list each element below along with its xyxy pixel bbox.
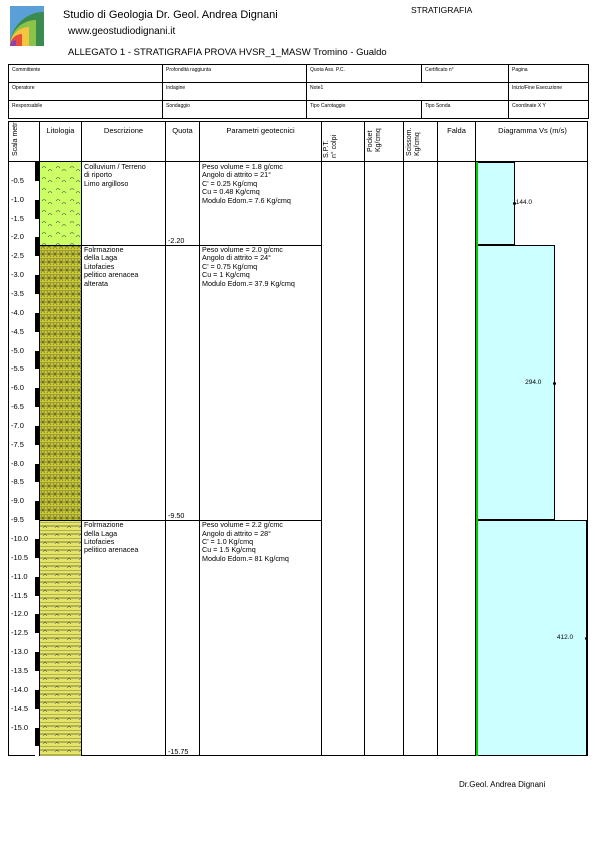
col-header-parametri: Parametri geotecnici <box>226 126 295 135</box>
parameter-line: C' = 0.75 Kg/cmq <box>202 261 258 271</box>
depth-tick: -14.0 <box>11 684 29 694</box>
info-row <box>9 65 589 83</box>
depth-tick: -4.5 <box>11 326 24 336</box>
quota-label: -15.75 <box>168 746 189 756</box>
document-type: STRATIGRAFIA <box>411 5 473 15</box>
info-cell-certificato: Certificato n° <box>422 65 509 83</box>
info-cell-sondaggio: Sondaggio <box>163 101 307 119</box>
scale-segment <box>35 596 39 615</box>
lithology-column <box>40 162 81 756</box>
scale-segment <box>35 501 39 520</box>
scale-segment <box>35 445 39 464</box>
scale-segment <box>35 181 39 200</box>
scale-segment <box>35 577 39 596</box>
info-cell-note: Note1 <box>307 83 509 101</box>
description-line: Litofacies <box>84 536 115 546</box>
info-cell-tipo-sonda: Tipo Sonda <box>422 101 509 119</box>
parameter-line: Cu = 0.48 Kg/cmq <box>202 187 260 197</box>
scale-segment <box>35 746 39 765</box>
description-line: della Laga <box>84 528 118 538</box>
vs-value-label: 412.0 <box>556 633 574 641</box>
scale-segment <box>35 426 39 445</box>
description-line: di riporto <box>84 170 112 180</box>
info-cell-inizio-fine: Inizio/Fine Esecuzione <box>509 83 589 101</box>
lithology-pattern <box>40 520 81 756</box>
scale-segment <box>35 237 39 256</box>
scale-segment <box>35 464 39 483</box>
depth-tick: -11.0 <box>11 571 28 581</box>
depth-tick: -7.5 <box>11 439 24 449</box>
parameter-line: Peso volume = 2.0 g/cmc <box>202 244 283 254</box>
info-row <box>9 101 589 119</box>
scale-segment <box>35 482 39 501</box>
info-cell-coordinate: Coordinate X Y <box>509 101 589 119</box>
scale-segment <box>35 256 39 275</box>
parameter-line: Modulo Edom.= 81 Kg/cmq <box>202 553 289 563</box>
scale-segment <box>35 690 39 709</box>
layer-description <box>84 163 146 188</box>
col-header-litologia: Litologia <box>46 126 75 135</box>
depth-tick: -8.5 <box>11 477 24 487</box>
quota-label: -2.20 <box>168 235 185 245</box>
scale-segment <box>35 219 39 238</box>
parameter-line: C' = 1.0 Kg/cmq <box>202 536 254 546</box>
parameter-line: C' = 0.25 Kg/cmq <box>202 178 258 188</box>
description-line: Colluvium / Terreno <box>84 162 146 171</box>
stratigraphy-log <box>8 121 588 756</box>
scale-segment <box>35 633 39 652</box>
col-header-diagramma: Diagramma Vs (m/s) <box>498 126 567 135</box>
col-header-descrizione: Descrizione <box>103 126 144 135</box>
depth-tick: -2.0 <box>11 232 24 242</box>
vs-point <box>585 637 588 640</box>
col-header-spt: S.P.T. n° colpi <box>323 134 338 158</box>
description-line: Folrmazione <box>84 244 124 254</box>
depth-tick: -3.5 <box>11 288 24 298</box>
info-table <box>8 64 589 119</box>
col-header-scala: Scala metri <box>12 120 19 156</box>
scale-segment <box>35 652 39 671</box>
scale-segment <box>35 520 39 539</box>
info-cell-pagina: Pagina <box>509 65 589 83</box>
layer-parameters <box>202 163 291 205</box>
depth-tick: -8.0 <box>11 458 24 468</box>
description-line: della Laga <box>84 253 118 263</box>
col-header-falda: Falda <box>447 126 466 135</box>
depth-tick: -0.5 <box>11 175 24 185</box>
depth-tick: -9.0 <box>11 496 24 506</box>
description-line: Litofacies <box>84 261 115 271</box>
scale-segment <box>35 388 39 407</box>
scale-segment <box>35 709 39 728</box>
vs-value-label: 294.0 <box>525 378 542 386</box>
info-cell-profondita: Profondità raggiunta <box>163 65 307 83</box>
depth-tick: -5.5 <box>11 364 24 374</box>
vs-axis-line <box>476 162 478 756</box>
parameter-line: Cu = 1 Kg/cmq <box>202 270 250 280</box>
info-cell-committente: Committente <box>9 65 163 83</box>
info-cell-quota-ass: Quota Ass. P.C. <box>307 65 422 83</box>
depth-tick: -10.0 <box>11 534 29 543</box>
depth-tick: -12.0 <box>11 609 29 619</box>
depth-tick: -6.0 <box>11 383 24 393</box>
quota-label: -9.50 <box>168 511 185 521</box>
vs-value-label: 144.0 <box>515 199 533 207</box>
layer-description <box>84 246 138 288</box>
depth-tick: -5.0 <box>11 345 24 355</box>
description-line: alterata <box>84 278 108 288</box>
depth-tick: -7.0 <box>11 420 24 430</box>
scale-segment <box>35 614 39 633</box>
depth-tick: -2.5 <box>11 251 24 261</box>
description-line: pelitico arenacea <box>84 545 139 555</box>
parameter-line: Modulo Edom.= 7.6 Kg/cmq <box>202 195 291 205</box>
description-line: pelitico arenacea <box>84 270 139 280</box>
layer-parameters <box>202 246 295 288</box>
vs-point <box>553 382 556 385</box>
scale-segment <box>35 275 39 294</box>
logo-icon <box>10 6 44 46</box>
scale-segment <box>35 407 39 426</box>
scale-segment <box>35 728 39 747</box>
depth-tick: -15.0 <box>11 722 29 732</box>
studio-name: Studio di Geologia Dr. Geol. Andrea Dignani <box>63 9 278 21</box>
description-line: Folrmazione <box>84 520 124 530</box>
depth-tick: -4.0 <box>11 307 24 317</box>
scale-segment <box>35 671 39 690</box>
parameter-line: Angolo di attrito = 24° <box>202 253 272 263</box>
info-row <box>9 83 589 101</box>
depth-tick: -1.0 <box>11 194 24 204</box>
depth-tick: -9.5 <box>11 515 24 525</box>
scale-segment <box>35 294 39 313</box>
parameter-line: Angolo di attrito = 21° <box>202 170 272 180</box>
vs-bar <box>476 245 555 520</box>
depth-tick: -11.5 <box>11 590 28 600</box>
depth-scale-bar <box>35 162 39 756</box>
signature: Dr.Geol. Andrea Dignani <box>459 780 546 789</box>
col-header-scissometro: Scissom. Kg/cmq <box>406 127 421 156</box>
scale-segment <box>35 313 39 332</box>
info-cell-operatore: Operatore <box>9 83 163 101</box>
scale-segment <box>35 162 39 181</box>
depth-tick: -14.5 <box>11 703 29 713</box>
scale-segment <box>35 351 39 370</box>
depth-tick: -13.5 <box>11 665 29 675</box>
parameter-line: Modulo Edom.= 37.9 Kg/cmq <box>202 278 295 288</box>
depth-tick: -3.0 <box>11 270 24 280</box>
scale-segment <box>35 369 39 388</box>
parameter-line: Angolo di attrito = 28° <box>202 528 272 538</box>
col-header-pocket: Pocket Kg/cmq <box>367 128 382 152</box>
vs-bar <box>476 162 515 245</box>
layer-description <box>84 521 138 555</box>
allegato-title: ALLEGATO 1 - STRATIGRAFIA PROVA HVSR_1_MASW Tromino - Gualdo <box>68 47 387 58</box>
scale-segment <box>35 332 39 351</box>
scale-segment <box>35 558 39 577</box>
parameter-line: Cu = 1.5 Kg/cmq <box>202 545 256 555</box>
lithology-pattern <box>40 162 81 245</box>
depth-tick: -10.5 <box>11 552 29 562</box>
depth-tick: -6.5 <box>11 402 24 412</box>
scale-segment <box>35 539 39 558</box>
lithology-pattern <box>40 245 81 520</box>
depth-tick: -13.0 <box>11 647 29 657</box>
info-cell-indagine: Indagine <box>163 83 307 101</box>
depth-tick: -1.5 <box>11 213 24 223</box>
website-link[interactable]: www.geostudiodignani.it <box>68 26 176 37</box>
scale-segment <box>35 200 39 219</box>
depth-tick: -12.5 <box>11 628 29 638</box>
col-header-quota: Quota <box>172 126 193 135</box>
info-cell-responsabile: Responsabile <box>9 101 163 119</box>
description-line: Limo argilloso <box>84 178 129 188</box>
parameter-line: Peso volume = 2.2 g/cmc <box>202 520 283 530</box>
layer-parameters <box>202 521 289 563</box>
info-cell-tipo-carotaggio: Tipo Carotaggio <box>307 101 422 119</box>
parameter-line: Peso volume = 1.8 g/cmc <box>202 162 283 171</box>
